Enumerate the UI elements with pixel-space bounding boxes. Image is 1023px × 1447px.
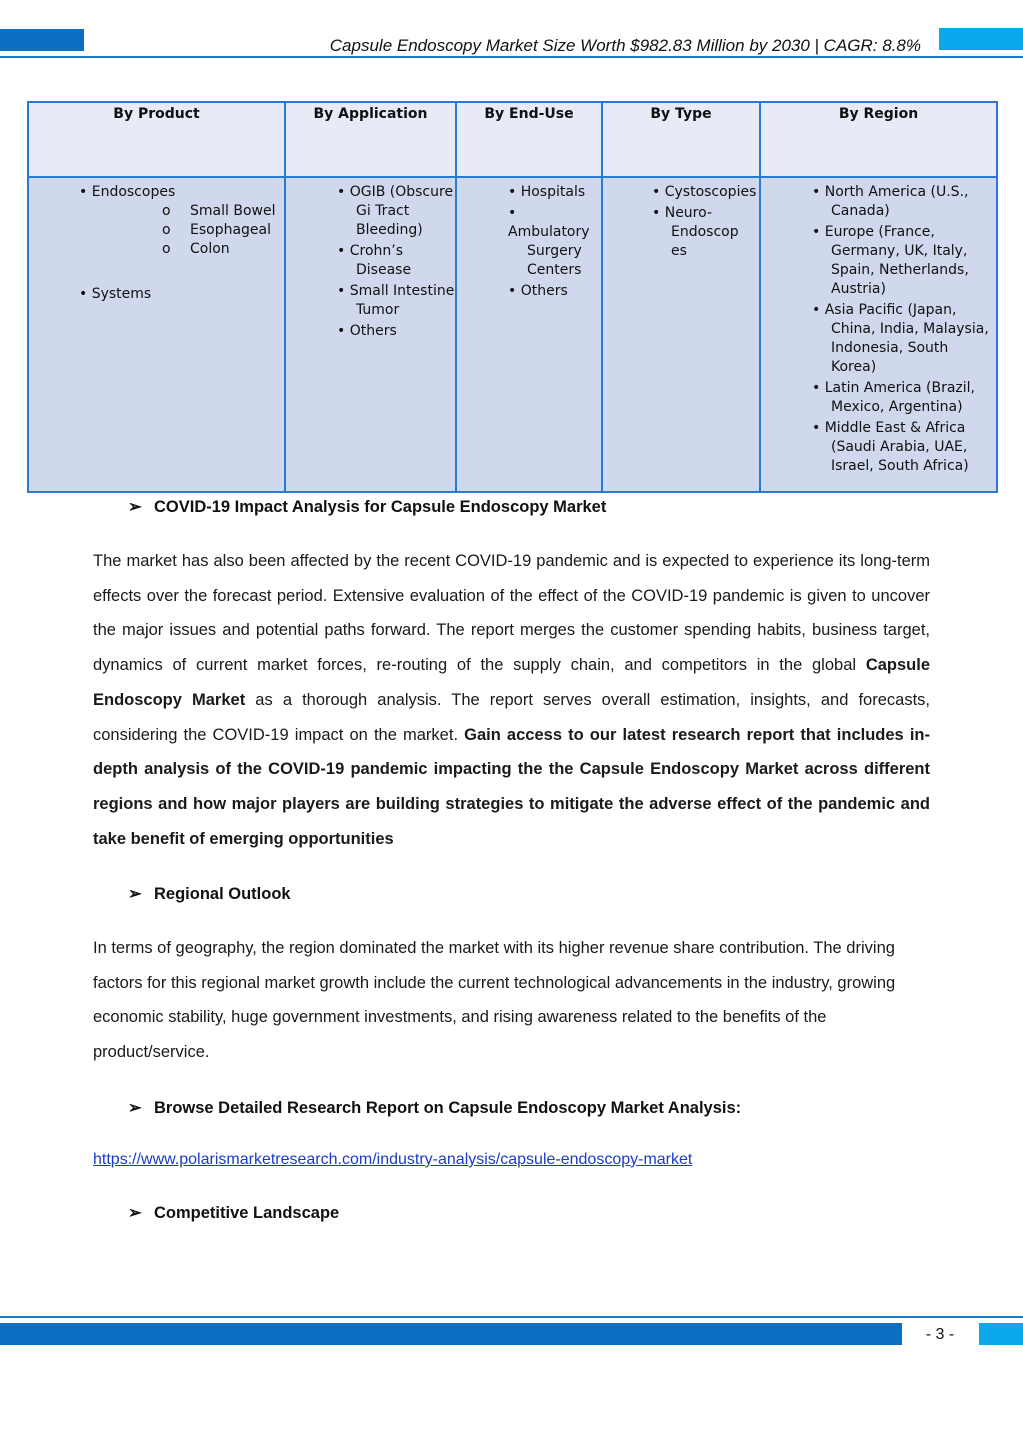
bullet-icon: •: [812, 380, 825, 396]
arrow-bullet-icon: ➢: [128, 498, 142, 516]
bullet-icon: •: [812, 302, 825, 318]
header-by-region: By Region: [760, 102, 997, 177]
footer-rule: [0, 1316, 1023, 1318]
footer-accent-left: [0, 1323, 902, 1345]
list-item: • Hospitals: [508, 184, 586, 200]
report-link[interactable]: https://www.polarismarketresearch.com/industry-analysis/capsule-endoscopy-market: [93, 1151, 693, 1168]
endoscope-sub-list: [162, 202, 284, 259]
arrow-bullet-icon: ➢: [128, 1099, 142, 1117]
browse-heading: ➢ Browse Detailed Research Report on Capsule Endoscopy Market Analysis:: [128, 1099, 742, 1117]
list-item: o Esophageal: [162, 222, 272, 238]
circle-bullet-icon: o: [162, 241, 171, 257]
circle-bullet-icon: o: [162, 222, 171, 238]
bullet-icon: •: [337, 184, 350, 200]
product-cell: [28, 177, 285, 492]
regional-paragraph: In terms of geography, the region dominated the market with its higher revenue share contribution. The driving factors for this regional market growth include the current technological advancements in the industry, growing economic stability, huge government investments, and rising awareness related to the benefits of the product/service.: [93, 939, 896, 1062]
arrow-bullet-icon: ➢: [128, 1204, 142, 1222]
header-rule: [0, 56, 1023, 58]
list-item: o Colon: [162, 241, 230, 257]
list-item: • Ambulatory Surgery Centers: [508, 205, 590, 278]
list-item: • Small Intestine Tumor: [337, 283, 455, 318]
type-list: [603, 178, 759, 261]
list-item: • Middle East & Africa (Saudi Arabia, UAE, Israel, South Africa): [812, 420, 969, 474]
bullet-icon: •: [508, 184, 521, 200]
segmentation-table: [27, 101, 998, 493]
list-item: • Asia Pacific (Japan, China, India, Malaysia, Indonesia, South Korea): [812, 302, 989, 375]
bullet-icon: •: [337, 323, 350, 339]
header-by-end-use: By End-Use: [456, 102, 602, 177]
list-item: • Cystoscopies: [652, 184, 757, 200]
bullet-icon: •: [337, 283, 350, 299]
bullet-icon: •: [508, 283, 521, 299]
application-cell: [285, 177, 456, 492]
list-item: • Systems: [79, 286, 152, 302]
regional-outlook-heading: ➢ Regional Outlook: [128, 885, 291, 903]
bullet-icon: •: [79, 286, 88, 302]
list-item: • Neuro- Endoscop es: [652, 205, 739, 259]
header-by-type: By Type: [602, 102, 760, 177]
product-list: [29, 178, 284, 304]
bullet-icon: •: [652, 205, 665, 221]
list-item: • North America (U.S., Canada): [812, 184, 969, 219]
covid-heading: ➢ COVID-19 Impact Analysis for Capsule Endoscopy Market: [128, 498, 607, 516]
header-by-application: By Application: [285, 102, 456, 177]
bullet-icon: •: [812, 420, 825, 436]
list-item: • Europe (France, Germany, UK, Italy, Spain, Netherlands, Austria): [812, 224, 969, 297]
list-item: • Latin America (Brazil, Mexico, Argentina): [812, 380, 975, 415]
bullet-icon: •: [79, 184, 88, 200]
page-number: - 3 -: [925, 1326, 955, 1343]
list-item: • Crohn’s Disease: [337, 243, 412, 278]
bullet-icon: •: [337, 243, 350, 259]
bullet-icon: •: [812, 224, 825, 240]
list-item: • Others: [508, 283, 568, 299]
bullet-icon: •: [652, 184, 665, 200]
covid-paragraph: The market has also been affected by the recent COVID-19 pandemic and is expected to experience its long-term effects over the forecast period. Extensive evaluation of the effect of the COVID-19 pandemic is given to uncover the major issues and potential paths forward. The report merges the customer spending habits, business target, dynamics of current market forces, re-routing of the supply chain, and competitors in the global Capsule Endoscopy Market as a thorough analysis. The report serves overall estimation, insights, and forecasts, considering the COVID-19 impact on the market. Gain access to our latest research report that includes in-depth analysis of the COVID-19 pandemic impacting the the Capsule Endoscopy Market across different regions and how major players are building strategies to mitigate the adverse effect of the pandemic and take benefit of emerging opportunities: [93, 552, 930, 848]
footer-accent-right: [979, 1323, 1023, 1345]
header-accent-right: [939, 28, 1023, 50]
list-item: • OGIB (Obscure Gi Tract Bleeding): [337, 184, 454, 238]
end-use-list: [457, 178, 601, 301]
region-list: [761, 178, 996, 476]
competitive-landscape-heading: ➢ Competitive Landscape: [128, 1204, 340, 1222]
region-cell: [760, 177, 997, 492]
list-item: o Small Bowel: [162, 203, 276, 219]
list-item: • Others: [337, 323, 397, 339]
application-list: [286, 178, 455, 341]
circle-bullet-icon: o: [162, 203, 171, 219]
bullet-icon: •: [508, 205, 517, 221]
end-use-cell: [456, 177, 602, 492]
page-header-title: Capsule Endoscopy Market Size Worth $982.83 Million by 2030 | CAGR: 8.8%: [329, 36, 921, 55]
segmentation-header-row: [28, 102, 997, 177]
type-cell: [602, 177, 760, 492]
bullet-icon: •: [812, 184, 825, 200]
segmentation-body-row: [28, 177, 997, 492]
arrow-bullet-icon: ➢: [128, 885, 142, 903]
header-by-product: By Product: [28, 102, 285, 177]
list-item: • Endoscopes: [79, 184, 176, 200]
